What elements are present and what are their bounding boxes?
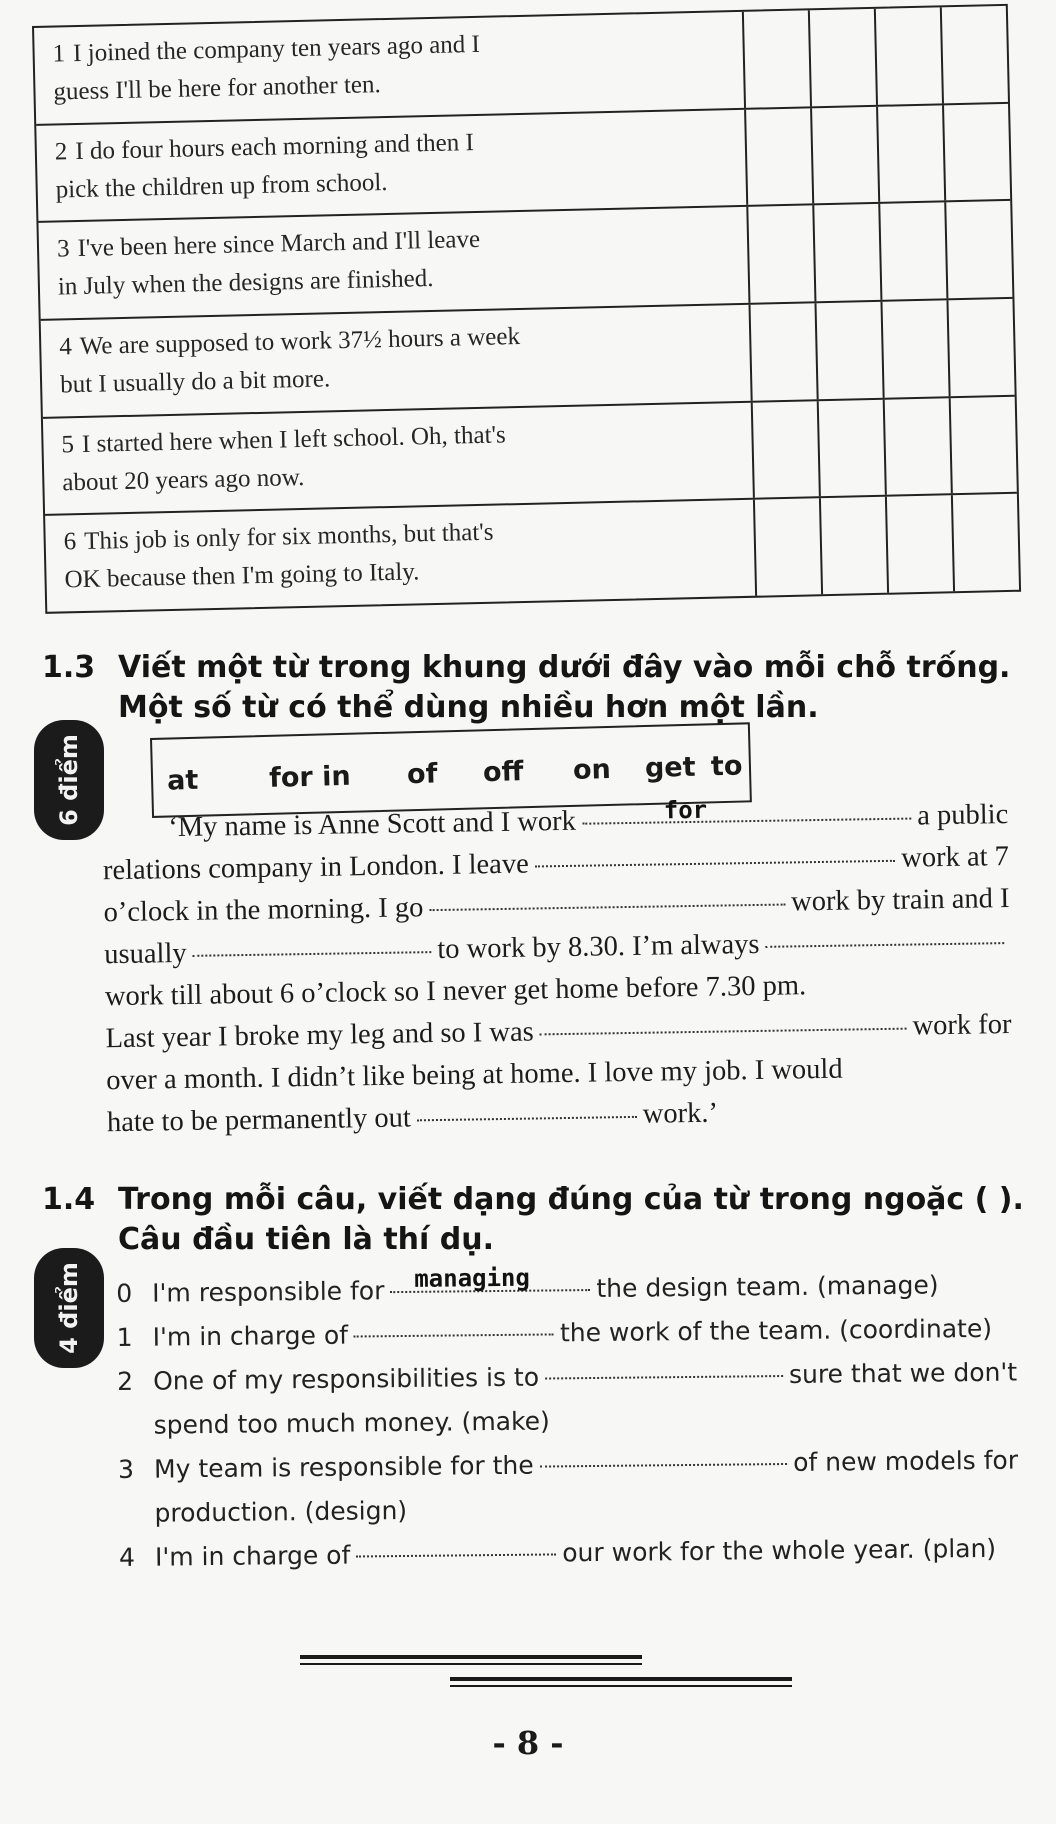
paragraph-line: Last year I broke my leg and so I was work for	[105, 1004, 1012, 1060]
answer-box[interactable]	[942, 6, 1008, 103]
exercise-item-continued: spend too much money. (make)	[153, 1406, 550, 1440]
word-option: off	[482, 756, 524, 789]
paragraph-line: usually to work by 8.30. I’m always	[104, 920, 1011, 976]
decorative-rule	[300, 1655, 642, 1665]
answer-box[interactable]	[882, 300, 950, 397]
paragraph-line: o’clock in the morning. I go work by train and I	[103, 883, 1010, 929]
answer-box[interactable]	[744, 10, 812, 107]
answer-box[interactable]	[946, 201, 1012, 298]
blank-field[interactable]	[765, 920, 1004, 948]
statement-cell: 5 I started here when I left school. Oh, that's about 20 years ago now.	[43, 402, 755, 514]
answer-box[interactable]	[753, 401, 821, 498]
statement-cell: 4 We are supposed to work 37½ hours a week but I usually do a bit more.	[41, 305, 753, 417]
answer-box[interactable]	[814, 204, 882, 301]
blank-field[interactable]	[192, 929, 431, 957]
statement-cell: 3 I've been here since March and I'll leave in July when the designs are finished.	[38, 207, 750, 319]
answer-box[interactable]	[755, 499, 823, 596]
answer-box[interactable]	[878, 105, 946, 202]
statement-cell: 2 I do four hours each morning and then I pick the children up from school.	[36, 109, 748, 221]
blank-field[interactable]	[545, 1353, 783, 1379]
exercise-items	[116, 1263, 1019, 1580]
answer-box[interactable]	[821, 497, 889, 594]
paragraph-line: relations company in London. I leave work at 7	[103, 836, 1010, 892]
answer-box[interactable]	[748, 206, 816, 303]
word-option: on	[572, 753, 612, 786]
word-option: get	[644, 751, 696, 785]
blank-field[interactable]	[416, 1094, 636, 1121]
paragraph-line: over a month. I didn’t like being at home. I love my job. I would	[106, 1053, 843, 1097]
blank-field[interactable]: for	[582, 796, 912, 825]
blank-field[interactable]: managing	[390, 1267, 590, 1293]
answer-box[interactable]	[953, 494, 1019, 591]
answer-box[interactable]	[885, 398, 953, 495]
points-badge: 6 điểm	[34, 720, 104, 840]
paragraph-line: ‘My name is Anne Scott and I work for a public	[168, 795, 1009, 844]
blank-field[interactable]	[539, 1006, 906, 1036]
answer-box[interactable]	[812, 106, 880, 203]
answer-box[interactable]	[746, 108, 814, 205]
answer-box[interactable]	[751, 303, 819, 400]
exercise-item: 4 I'm in charge of our work for the whole year. (plan)	[119, 1527, 1019, 1580]
blank-field[interactable]	[539, 1441, 787, 1468]
blank-field[interactable]	[534, 838, 895, 868]
decorative-rule	[450, 1677, 792, 1687]
paragraph-line: work till about 6 o’clock so I never get home before 7.30 pm.	[104, 970, 807, 1013]
answer-box[interactable]	[887, 496, 955, 593]
answer-box[interactable]	[816, 302, 884, 399]
points-badge: 4 điểm	[34, 1248, 104, 1368]
blank-field[interactable]	[354, 1311, 554, 1337]
statement-cell: 6 This job is only for six months, but that's OK because then I'm going to Italy.	[45, 500, 757, 612]
exercise-item: 1 I'm in charge of the work of the team. (coordinate)	[116, 1307, 1016, 1360]
answer-box[interactable]	[876, 7, 944, 104]
answer-box[interactable]	[951, 396, 1017, 493]
answer-box[interactable]	[948, 299, 1014, 396]
exercise-item: 0 I'm responsible for managing the design team. (manage)	[116, 1263, 939, 1308]
word-option: at	[166, 764, 199, 797]
statement-cell: 1 I joined the company ten years ago and I guess I'll be here for another ten.	[34, 12, 746, 124]
answer-box[interactable]	[944, 104, 1010, 201]
word-option: of	[406, 758, 438, 791]
cloze-paragraph	[102, 794, 1013, 1144]
section-1-3-title: 1.3 Viết một từ trong khung dưới đây vào mỗi chỗ trống. Một số từ có thể dùng nhiều hơn một lần.	[42, 650, 1011, 725]
answer-box[interactable]	[880, 203, 948, 300]
page-number: - 8 -	[492, 1724, 564, 1762]
answer-box[interactable]	[810, 9, 878, 106]
section-1-4-title: 1.4 Trong mỗi câu, viết dạng đúng của từ trong ngoặc ( ). Câu đầu tiên là thí dụ.	[42, 1182, 1024, 1257]
exercise-item: 3 My team is responsible for the of new models for	[118, 1439, 1018, 1492]
exercise-item: 2 One of my responsibilities is to sure that we don't	[117, 1351, 1017, 1404]
word-option: to	[710, 750, 743, 783]
answer-table	[32, 4, 1021, 614]
paragraph-line: hate to be permanently out work.’	[107, 1088, 1014, 1144]
word-option: for in	[268, 760, 351, 794]
exercise-item-continued: production. (design)	[154, 1495, 408, 1528]
answer-box[interactable]	[819, 399, 887, 496]
blank-field[interactable]	[356, 1531, 556, 1557]
blank-field[interactable]	[429, 882, 785, 912]
